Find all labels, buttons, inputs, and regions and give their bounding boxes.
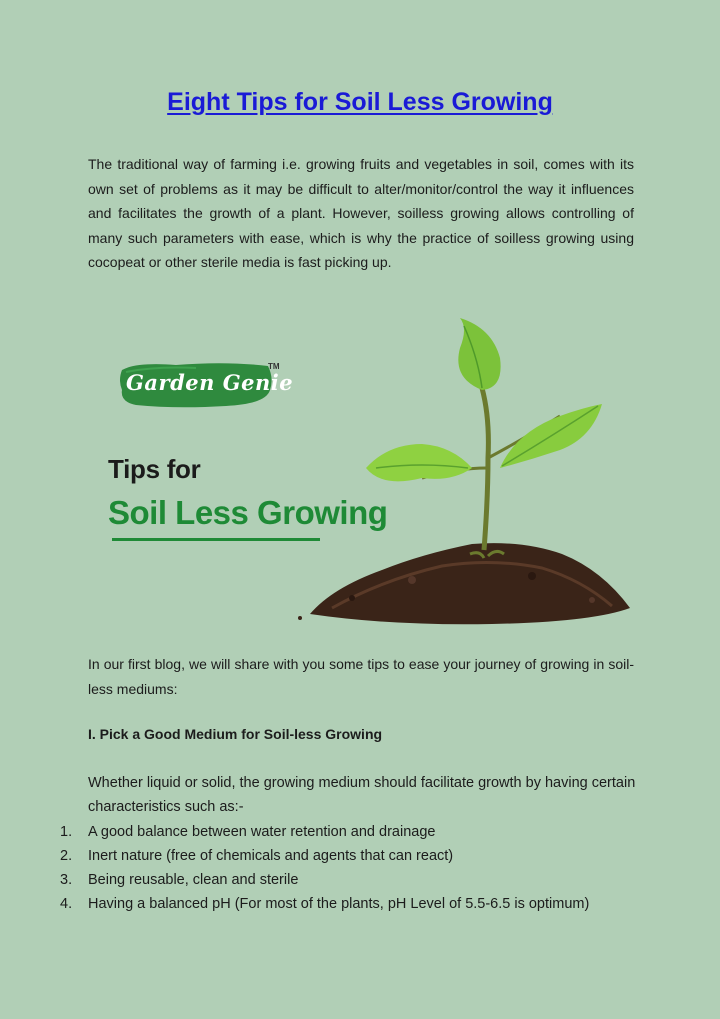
- blog-intro-paragraph: In our first blog, we will share with you some tips to ease your journey of growing in soil-less mediums:: [88, 656, 634, 697]
- list-item-text: Inert nature (free of chemicals and agents that can react): [88, 848, 454, 864]
- list-item-number: 3.: [60, 872, 73, 888]
- banner-heading-line2: Soil Less Growing: [108, 494, 388, 531]
- section-lead-paragraph: Whether liquid or solid, the growing medium should facilitate growth by having certain characteristics such as:-: [88, 775, 636, 815]
- list-item: [60, 844, 589, 868]
- section-heading: I. Pick a Good Medium for Soil-less Growing: [88, 726, 383, 742]
- list-item: [60, 868, 589, 892]
- seedling-in-soil-image: [292, 318, 638, 628]
- logo-text: Garden Genie: [126, 370, 294, 395]
- banner-image: [92, 318, 638, 628]
- page-title[interactable]: Eight Tips for Soil Less Growing: [167, 88, 553, 116]
- intro-paragraph: The traditional way of farming i.e. growing fruits and vegetables in soil, comes with its own set of problems as it may be difficult to alter/monitor/control the way it influences and facilitates the growth of a plant. However, soilless growing allows controlling of many such parameters with ease, which is why the practice of soilless growing using cocopeat or other sterile media is fast picking up.: [88, 156, 634, 270]
- list-item-number: 1.: [60, 824, 73, 840]
- banner-heading-line1: Tips for: [108, 454, 201, 484]
- list-item: [60, 892, 589, 916]
- list-item-number: 2.: [60, 848, 73, 864]
- list-item-text: Being reusable, clean and sterile: [88, 872, 299, 888]
- banner-underline: [112, 538, 320, 541]
- list-item-text: A good balance between water retention and drainage: [88, 824, 436, 840]
- list-item-number: 4.: [60, 896, 73, 912]
- characteristics-list: [60, 820, 589, 916]
- list-item-text: Having a balanced pH (For most of the plants, pH Level of 5.5-6.5 is optimum): [88, 896, 590, 912]
- list-item: [60, 820, 589, 844]
- trademark-mark: TM: [268, 362, 280, 371]
